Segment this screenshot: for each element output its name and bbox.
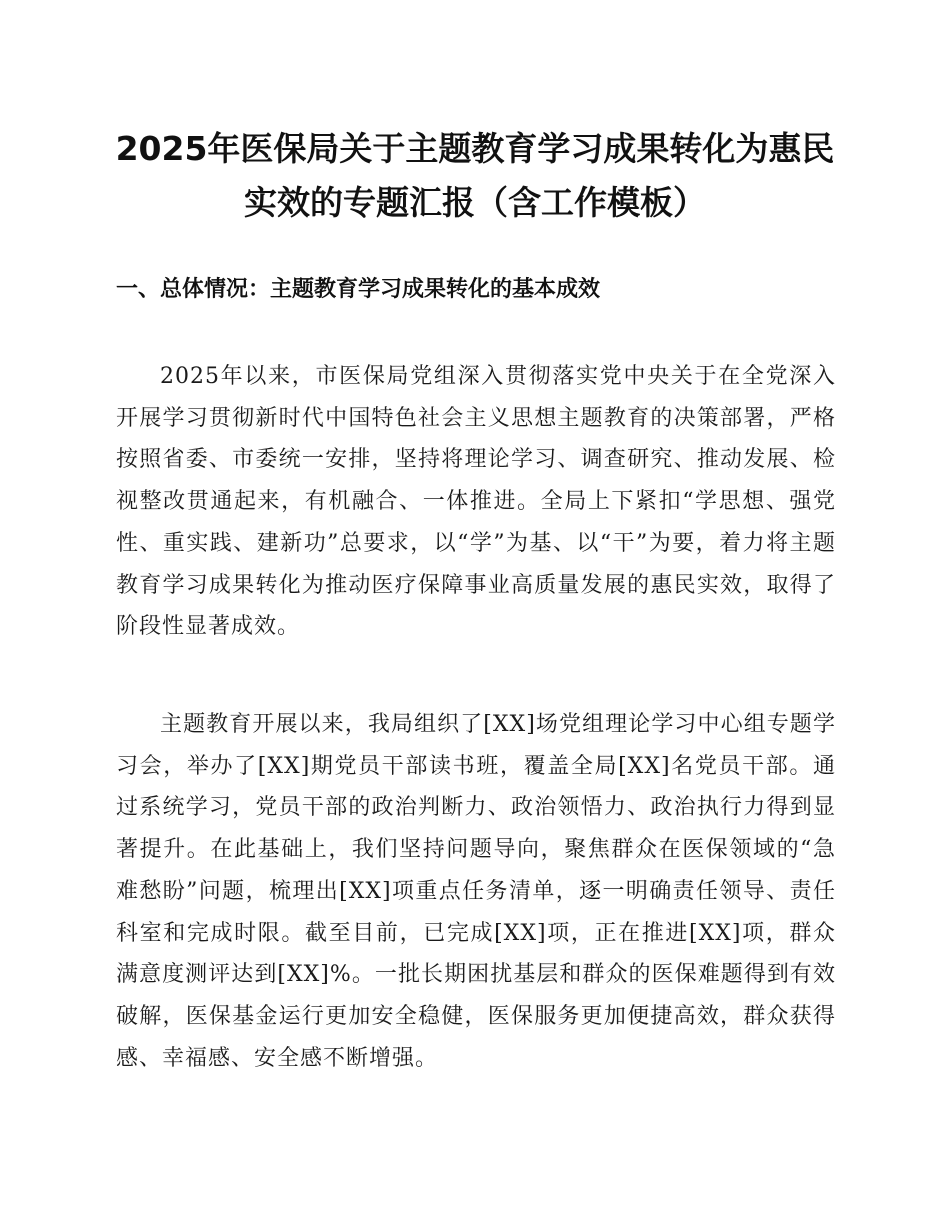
body-paragraph-2: 主题教育开展以来，我局组织了[XX]场党组理论学习中心组专题学习会，举办了[XX]期党员干部读书班，覆盖全局[XX]名党员干部。通过系统学习，党员干部的政治判断力、政治领悟力、政治执行力得到显著提升。在此基础上，我们坚持问题导向，聚焦群众在医保领域的“急难愁盼”问题，梳理出[XX]项重点任务清单，逐一明确责任领导、责任科室和完成时限。截至目前，已完成[XX]项，正在推进[XX]项，群众满意度测评达到[XX]%。一批长期困扰基层和群众的医保难题得到有效破解，医保基金运行更加安全稳健，医保服务更加便捷高效，群众获得感、幸福感、安全感不断增强。 [116,712,836,1071]
document-title: 2025年医保局关于主题教育学习成果转化为惠民实效的专题汇报（含工作模板） [115,129,835,222]
body-paragraph-1: 2025年以来，市医保局党组深入贯彻落实党中央关于在全党深入开展学习贯彻新时代中国特色社会主义思想主题教育的决策部署，严格按照省委、市委统一安排，坚持将理论学习、调查研究、推动发展、检视整改贯通起来，有机融合、一体推进。全局上下紧扣“学思想、强党性、重实践、建新功”总要求，以“学”为基、以“干”为要，着力将主题教育学习成果转化为推动医疗保障事业高质量发展的惠民实效，取得了阶段性显著成效。 [116,364,836,640]
section-heading: 一、总体情况：主题教育学习成果转化的基本成效 [116,277,601,302]
